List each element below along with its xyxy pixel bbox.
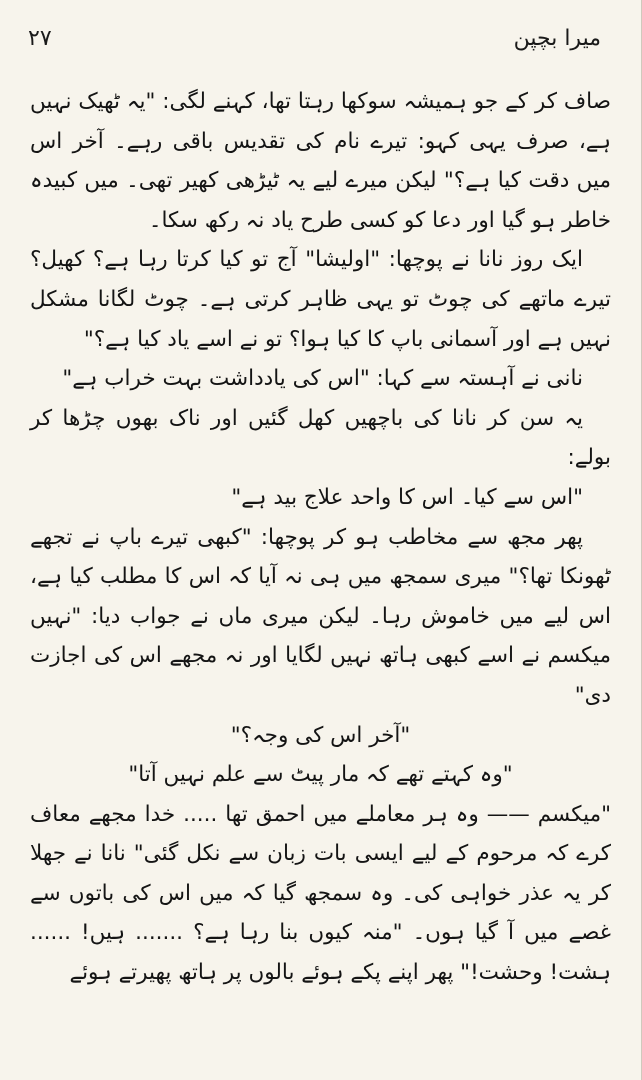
paragraph: "میکسم —— وہ ہر معاملے میں احمق تھا ..... خدا مجھے معاف کرے کہ مرحوم کے لیے ایسی بات زبان سے نکل گئی" نانا نے جھلا کر یہ عذر خواہی کی۔ وہ سمجھ گیا کہ میں اس کی باتوں سے غصے میں آ گیا ہوں۔ "منہ کیوں بنا رہا ہے؟ ....... ہیں! ...... ہشت! وحشت!" پھر اپنے پکے ہوئے بالوں پر ہاتھ پھیرتے ہوئے <box>30 801 611 986</box>
paragraph: "آخر اس کی وجہ؟" <box>230 722 411 748</box>
paragraph: نانی نے آہستہ سے کہا: "اس کی یادداشت بہت خراب ہے" <box>62 366 583 392</box>
paragraph: "اس سے کیا۔ اس کا واحد علاج بید ہے" <box>231 484 583 510</box>
paragraph: صاف کر کے جو ہمیشہ سوکھا رہتا تھا، کہنے لگی: "یہ ٹھیک نہیں ہے، صرف یہی کہو: تیرے نام کی تقدیس باقی رہے۔ آخر اس میں دقت کیا ہے؟" لیکن میرے لیے یہ ٹیڑھی کھیر تھی۔ میں کبیدہ خاطر ہو گیا اور دعا کو کسی طرح یاد نہ رکھ سکا۔ <box>30 89 611 233</box>
paragraph: پھر مجھ سے مخاطب ہو کر پوچھا: "کبھی تیرے باپ نے تجھے ٹھونکا تھا؟" میری سمجھ میں ہی نہ آیا کہ اس کا مطلب کیا ہے، اس لیے میں خاموش رہا۔ لیکن میری ماں نے جواب دیا: "نہیں میکسم نے اسے کبھی ہاتھ نہیں لگایا اور نہ مجھے اس کی اجازت دی" <box>30 524 611 708</box>
page-header <box>28 26 601 56</box>
paragraph: ایک روز نانا نے پوچھا: "اولیشا" آج تو کیا کرتا رہا ہے؟ کھیل؟ تیرے ماتھے کی چوٹ تو یہی ظاہر کرتی ہے۔ چوٹ لگانا مشکل نہیں ہے اور آسمانی باپ کا کیا ہوا؟ تو نے اسے یاد کیا ہے؟" <box>30 247 611 352</box>
paragraph: یہ سن کر نانا کی باچھیں کھل گئیں اور ناک بھوں چڑھا کر بولے: <box>30 405 611 471</box>
running-title: میرا بچپن <box>513 26 601 51</box>
page-body <box>30 82 611 993</box>
page-number: ۲۷ <box>28 26 52 51</box>
paragraph: "وہ کہتے تھے کہ مار پیٹ سے علم نہیں آتا" <box>128 762 513 788</box>
